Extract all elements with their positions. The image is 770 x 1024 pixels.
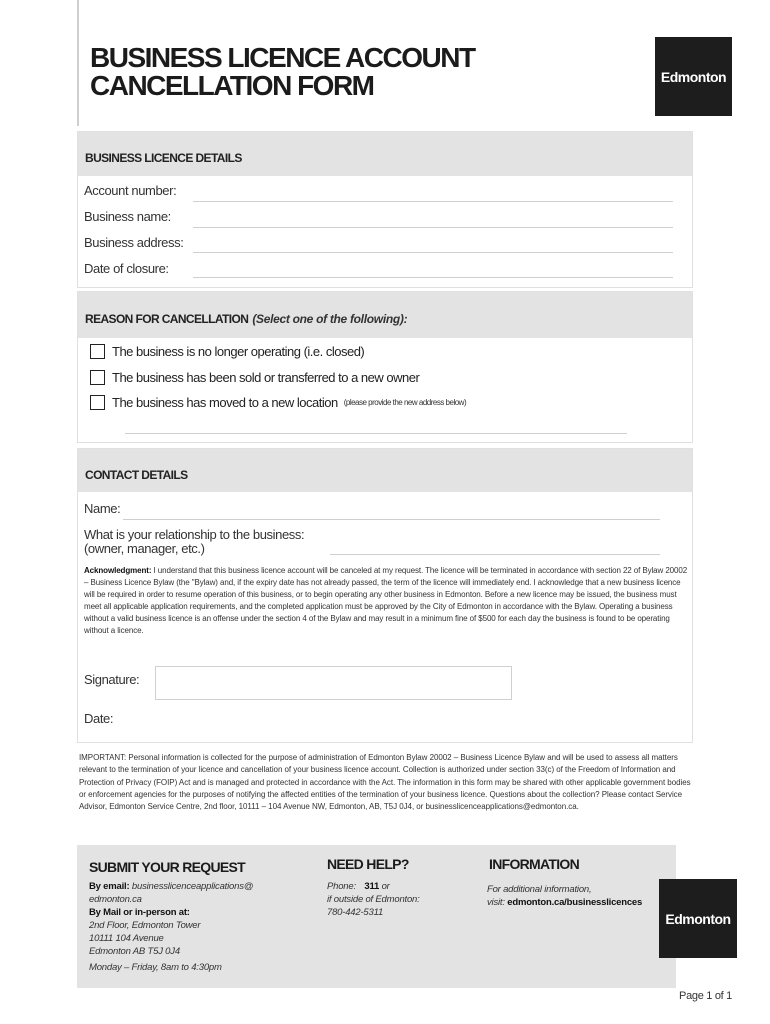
contact-section bbox=[77, 448, 693, 743]
reason-option-moved-label: The business has moved to a new location bbox=[112, 395, 338, 410]
reason-checkbox-moved[interactable] bbox=[90, 395, 105, 410]
business-details-section bbox=[77, 131, 693, 288]
help-heading: NEED HELP? bbox=[327, 856, 409, 872]
reason-checkbox-sold[interactable] bbox=[90, 370, 105, 385]
reason-option-closed-label: The business is no longer operating (i.e. closed) bbox=[112, 344, 365, 359]
edmonton-footer-logo bbox=[659, 879, 737, 958]
date-of-closure-field[interactable] bbox=[193, 277, 673, 278]
reason-heading-text: REASON FOR CANCELLATION bbox=[85, 312, 249, 326]
form-title-line1: BUSINESS LICENCE ACCOUNT bbox=[90, 42, 475, 73]
submit-email-label: By email: bbox=[89, 881, 130, 892]
submit-email-line2[interactable]: edmonton.ca bbox=[89, 894, 142, 905]
reason-heading bbox=[85, 312, 407, 326]
edmonton-logo-text: Edmonton bbox=[660, 68, 727, 85]
info-heading: INFORMATION bbox=[489, 856, 580, 872]
account-number-label: Account number: bbox=[84, 183, 177, 198]
help-outside-line: if outside of Edmonton: bbox=[327, 894, 420, 905]
form-title-line2: CANCELLATION FORM bbox=[90, 70, 374, 101]
new-address-field[interactable] bbox=[125, 433, 627, 434]
relationship-label-line2: (owner, manager, etc.) bbox=[84, 541, 205, 556]
contact-name-field[interactable] bbox=[123, 519, 660, 520]
submit-details bbox=[89, 880, 253, 974]
privacy-notice: IMPORTANT: Personal information is collected for the purpose of administration of Edmonton Bylaw 20002 – Business Licence Bylaw and will be used to assess all matters relevant to the termination of your licence and cancellation of your business licence account. Collection is authorized under section 33(c) of the Freedom of Information and Protection of Privacy (FOIP) Act and is managed and protected in accordance with the Act. The information in this form may be shared with other applicable government bodies or enforcement agencies for the purposes of notifying the affected entities of the termination of your business licence. Questions about the collection? Please contact Service Advisor, Edmonton Service Centre, 2nd floor, 10111 – 104 Avenue NW, Edmonton, AB, T5J 0J4, or businesslicenceapplications@edmonton.ca. bbox=[79, 753, 691, 812]
info-visit: visit: bbox=[487, 897, 505, 908]
signature-label: Signature: bbox=[84, 672, 140, 687]
help-outside-number[interactable]: 780-442-5311 bbox=[327, 907, 384, 918]
help-phone-label: Phone: bbox=[327, 881, 356, 892]
date-of-closure-label: Date of closure: bbox=[84, 261, 169, 276]
business-address-label: Business address: bbox=[84, 235, 184, 250]
business-address-field[interactable] bbox=[193, 252, 673, 253]
reason-option-closed[interactable] bbox=[90, 344, 364, 359]
help-phone-number[interactable]: 311 bbox=[364, 881, 380, 892]
submit-heading: SUBMIT YOUR REQUEST bbox=[89, 859, 246, 875]
form-title bbox=[90, 44, 610, 100]
relationship-label bbox=[84, 528, 304, 556]
edmonton-footer-logo-text: Edmonton bbox=[665, 910, 731, 927]
info-line1: For additional information, bbox=[487, 884, 592, 895]
contact-heading: CONTACT DETAILS bbox=[85, 468, 188, 482]
reason-option-moved[interactable] bbox=[90, 395, 466, 410]
reason-section bbox=[77, 291, 693, 443]
date-label: Date: bbox=[84, 711, 114, 726]
submit-mail-label: By Mail or in-person at: bbox=[89, 907, 190, 918]
edmonton-logo bbox=[655, 37, 732, 116]
relationship-label-line1: What is your relationship to the business: bbox=[84, 527, 305, 542]
reason-option-sold-label: The business has been sold or transferred to a new owner bbox=[112, 370, 420, 385]
acknowledgment-title: Acknowledgment: bbox=[84, 566, 152, 575]
info-link[interactable]: edmonton.ca/businesslicences bbox=[507, 897, 643, 908]
signature-box[interactable] bbox=[155, 666, 512, 700]
submit-hours: Monday – Friday, 8am to 4:30pm bbox=[89, 962, 222, 973]
acknowledgment-text: I understand that this business licence account will be canceled at my request. The licence will be terminated in accordance with section 22 of Bylaw 20002 – Business Licence Bylaw (the "Bylaw) and, if the expiry date has not already passed, the term of the licence will immediately end. I acknowledge that a new business licence will be required in order to resume operation of this business, or to begin operating any other business in Edmonton. Before a new licence may be issued, the business must meet all applicable application requirements, and the completed application must be approved by the City of Edmonton in accordance with the Bylaw. Operating a business without a valid business licence is an offense under the section 4 of the Bylaw and may result in a minimum fine of $500 for each day the business is found to be operating without a licence. bbox=[84, 566, 688, 635]
header-left-rule bbox=[77, 0, 79, 126]
business-details-heading: BUSINESS LICENCE DETAILS bbox=[85, 151, 242, 165]
reason-header bbox=[78, 292, 692, 338]
business-details-header bbox=[78, 132, 692, 176]
help-phone-or: or bbox=[381, 881, 390, 892]
relationship-field[interactable] bbox=[330, 554, 660, 555]
reason-heading-note: (Select one of the following): bbox=[252, 312, 408, 326]
submit-address-line2: 10111 104 Avenue bbox=[89, 933, 164, 944]
acknowledgment bbox=[84, 565, 689, 637]
reason-option-sold[interactable] bbox=[90, 370, 419, 385]
reason-checkbox-closed[interactable] bbox=[90, 344, 105, 359]
submit-address-line3: Edmonton AB T5J 0J4 bbox=[89, 946, 180, 957]
info-details bbox=[487, 883, 642, 909]
business-name-field[interactable] bbox=[193, 227, 673, 228]
submit-email-line1[interactable]: businesslicenceapplications@ bbox=[131, 881, 254, 892]
submit-address-line1: 2nd Floor, Edmonton Tower bbox=[89, 920, 201, 931]
help-details bbox=[327, 880, 420, 919]
contact-name-label: Name: bbox=[84, 501, 121, 516]
page-number: Page 1 of 1 bbox=[679, 990, 732, 1002]
footer-panel bbox=[77, 845, 676, 988]
business-name-label: Business name: bbox=[84, 209, 171, 224]
account-number-field[interactable] bbox=[193, 201, 673, 202]
contact-header bbox=[78, 449, 692, 492]
reason-option-moved-note: (please provide the new address below) bbox=[343, 398, 467, 407]
